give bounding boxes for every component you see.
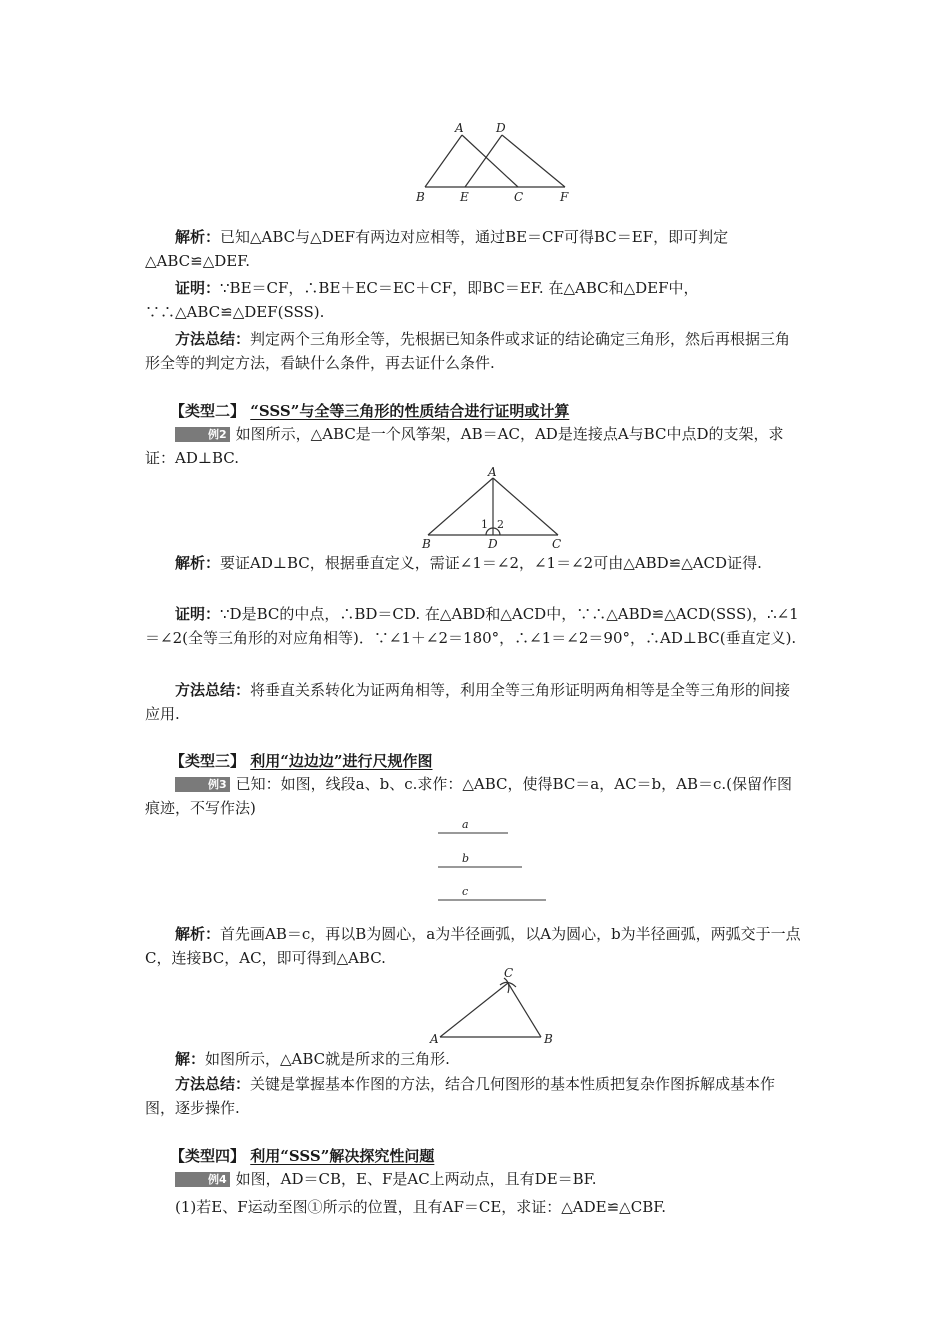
figure-triangles-abc-def: [410, 120, 580, 205]
block1-proof: [145, 276, 805, 324]
item1-text: (1)若E、F运动至图①所示的位置，且有AF＝CE，求证：△ADE≌△CBF.: [175, 1198, 667, 1216]
type3-example: [145, 772, 805, 820]
type2-title: “SSS”与全等三角形的性质结合进行证明或计算: [250, 402, 570, 420]
analysis-label: 解析：: [175, 554, 221, 572]
summary-text: 将垂直关系转化为证两角相等，利用全等三角形证明两角相等是全等三角形的间接应用.: [145, 681, 791, 723]
analysis-text: 要证AD⊥BC，根据垂直定义，需证∠1＝∠2，∠1＝∠2可由△ABD≌△ACD证得.: [220, 554, 762, 572]
fig3-label-a: A: [430, 1032, 439, 1046]
segment-c-label: c: [462, 885, 469, 898]
summary-text: 判定两个三角形全等，先根据已知条件或求证的结论确定三角形，然后再根据三角形全等的判定方法，看缺什么条件，再去证什么条件.: [145, 330, 791, 372]
figure-constructed-triangle: [428, 965, 563, 1045]
type2-summary: [145, 678, 805, 726]
fig2-angle-1: 1: [481, 518, 488, 531]
summary-label: 方法总结：: [175, 681, 251, 699]
proof-text: ∵BE＝CF，∴BE＋EC＝EC＋CF，即BC＝EF. 在△ABC和△DEF中，∵∴△ABC≌△DEF(SSS).: [145, 279, 699, 321]
segment-a-label: a: [462, 818, 469, 831]
type3-heading: [170, 750, 433, 772]
fig2-label-d: D: [488, 537, 498, 551]
proof-label: 证明：: [175, 279, 221, 297]
fig1-label-b: B: [416, 190, 425, 204]
analysis-text: 首先画AB＝c，再以B为圆心，a为半径画弧，以A为圆心，b为半径画弧，两弧交于一点C，连接BC，AC，即可得到△ABC.: [145, 925, 801, 967]
type4-heading: [170, 1145, 434, 1167]
fig1-label-f: F: [560, 190, 569, 204]
type3-solution: [145, 1047, 805, 1071]
type2-heading: [170, 400, 569, 422]
segment-b-label: b: [462, 852, 470, 865]
fig1-label-e: E: [460, 190, 469, 204]
type4-tag: 【类型四】: [170, 1147, 246, 1165]
type4-title: 利用“SSS”解决探究性问题: [250, 1147, 435, 1165]
fig2-angle-2: 2: [497, 518, 504, 531]
fig3-label-b: B: [544, 1032, 553, 1046]
summary-label: 方法总结：: [175, 1075, 251, 1093]
fig2-label-b: B: [422, 537, 431, 551]
analysis-label: 解析：: [175, 228, 221, 246]
type2-example: [145, 422, 805, 470]
example-badge: 例3: [175, 777, 230, 792]
summary-text: 关键是掌握基本作图的方法，结合几何图形的基本性质把复杂作图拆解成基本作图，逐步操作.: [145, 1075, 776, 1117]
solution-text: 如图所示，△ABC就是所求的三角形.: [205, 1050, 450, 1068]
type3-summary: [145, 1072, 805, 1120]
example-badge: 例2: [175, 427, 230, 442]
example-badge: 例4: [175, 1172, 230, 1187]
type2-tag: 【类型二】: [170, 402, 246, 420]
proof-text: ∵D是BC的中点，∴BD＝CD. 在△ABD和△ACD中，∵∴△ABD≌△ACD(SSS)，∴∠1＝∠2(全等三角形的对应角相等)．∵∠1＋∠2＝180°，∴∠1＝∠2＝90°，∴AD⊥BC(垂直定义).: [145, 605, 799, 647]
type3-tag: 【类型三】: [170, 752, 246, 770]
summary-label: 方法总结：: [175, 330, 251, 348]
fig1-label-d: D: [496, 121, 506, 135]
example-text: 已知：如图，线段a、b、c.求作：△ABC，使得BC＝a，AC＝b，AB＝c.(保留作图痕迹，不写作法): [145, 775, 793, 817]
example-text: 如图所示，△ABC是一个风筝架，AB＝AC，AD是连接点A与BC中点D的支架，求证：AD⊥BC.: [145, 425, 784, 467]
solution-label: 解：: [175, 1050, 206, 1068]
block1-analysis: [145, 225, 805, 273]
type4-item1: [145, 1195, 805, 1219]
block1-summary: [145, 327, 805, 375]
analysis-label: 解析：: [175, 925, 221, 943]
figure-kite-triangle: [420, 465, 570, 551]
fig1-label-a: A: [455, 121, 464, 135]
fig2-label-c: C: [552, 537, 562, 551]
type3-title: 利用“边边边”进行尺规作图: [250, 752, 433, 770]
proof-label: 证明：: [175, 605, 221, 623]
fig2-label-a: A: [488, 465, 497, 479]
fig1-label-c: C: [514, 190, 524, 204]
figure-segments-abc: [430, 815, 560, 905]
fig3-label-c: C: [504, 966, 514, 980]
example-text: 如图，AD＝CB，E、F是AC上两动点，且有DE＝BF.: [235, 1170, 597, 1188]
type2-analysis: [145, 551, 805, 575]
type2-proof: [145, 602, 805, 650]
analysis-text: 已知△ABC与△DEF有两边对应相等，通过BE＝CF可得BC＝EF，即可判定△ABC≌△DEF.: [145, 228, 729, 270]
type3-analysis: [145, 922, 805, 970]
type4-example: [145, 1167, 805, 1191]
